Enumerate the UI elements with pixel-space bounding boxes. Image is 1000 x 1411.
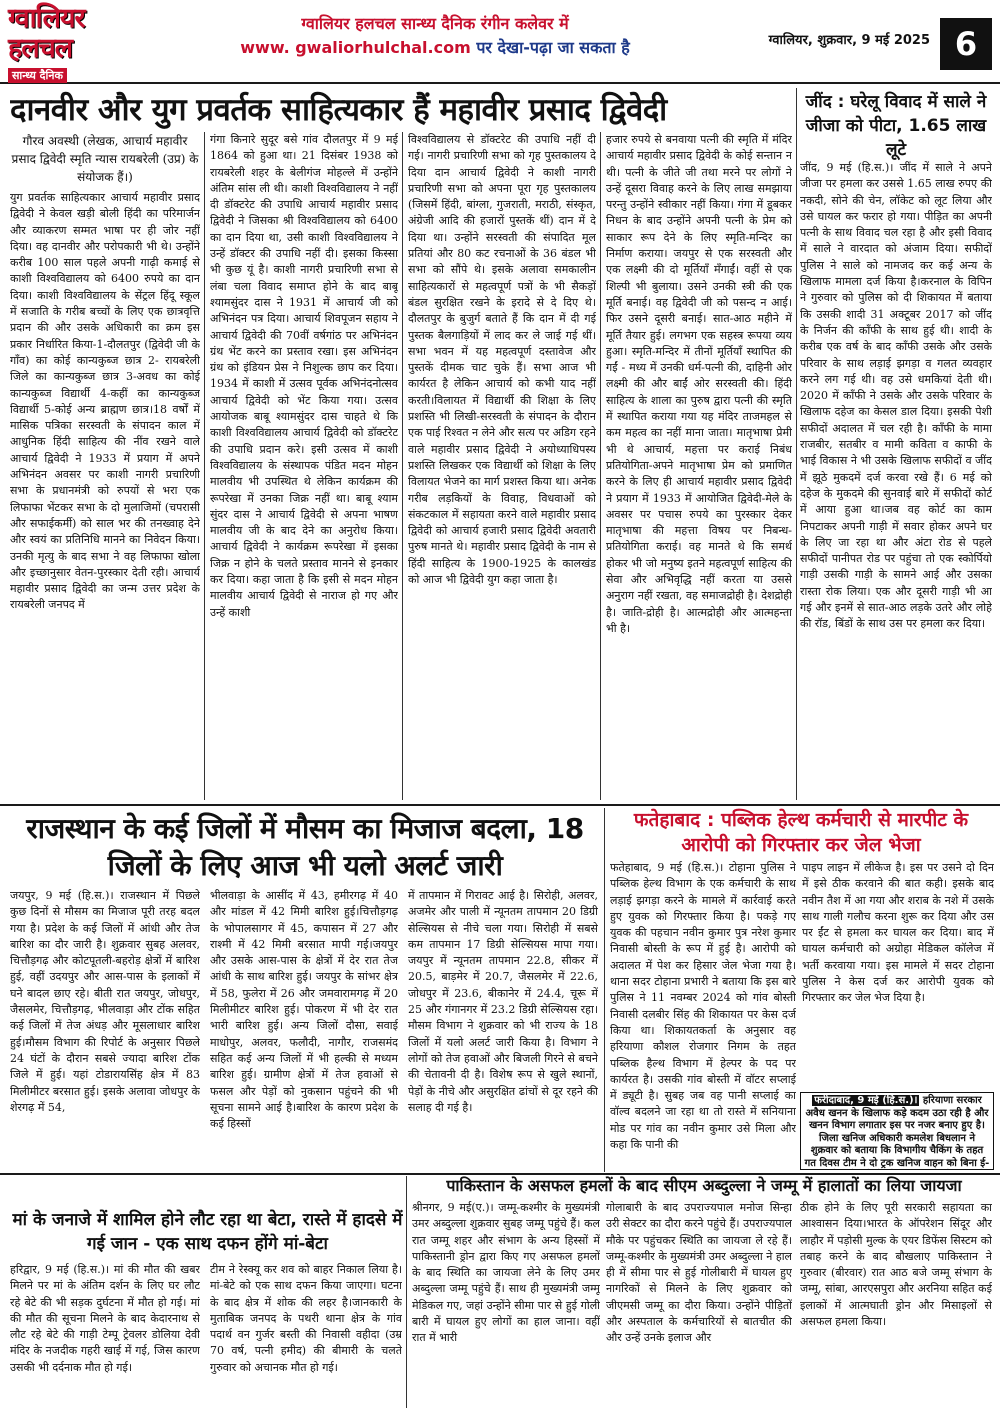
main-story-text-4: हजार रुपये से बनवाया पत्नी की स्मृति में मंदिर आचार्य महावीर प्रसाद द्विवेदी के कोई सन्तान न थी। पत्नी के जीते जी तथा मरने पर लोगों ने उन्हें दूसरा विवाह करने के लिए लाख समझाया परन्तु उन्होंने स्वीकार नहीं किया। गंगा में डूबकर निधन के बाद उन्होंने अपनी पत्नी के प्रेम को साकार रूप देने के लिए स्मृति-मन्दिर का निर्माण कराया। जयपुर से एक सरस्वती और एक लक्ष्मी की दो मूर्तियाँ मँगाईं। वहीं से एक शिल्पी भी बुलाया। उसने उनकी स्त्री की एक मूर्ति बनाई। वह द्विवेदी जी को पसन्द न आई। फिर उसने दूसरी बनाई। सात-आठ महीने में मूर्ति तैयार हुई। लगभग एक सहस्त्र रूपया व्यय हुआ। स्मृति-मन्दिर में तीनों मूर्तियाँ स्थापित की गईं - मध्य में उनकी धर्म-पत्नी की, दाहिनी ओर लक्ष्मी की और बाईं ओर सरस्वती की। हिंदी साहित्य के शाला का पुरुष द्वारा पत्नी की स्मृति में स्थापित कराया गया यह मंदिर ताजमहल से कम महत्व का नहीं माना जाता। मातृभाषा प्रेमी भी थे आचार्य, महत्ता पर कराई निबंध प्रतियोगिता-अपने मातृभाषा प्रेम को प्रमाणित करने के लिए ही आचार्य महावीर प्रसाद द्विवेदी ने प्रयाग में 1933 में आयोजित द्विवेदी-मेले के अवसर पर पचास रुपये का पुरस्कार देकर मातृभाषा की महत्ता विषय पर निबन्ध-प्रतियोगिता कराई। वह मानते थे कि समर्थ होकर भी जो मनुष्य इतने महत्वपूर्ण साहित्य की सेवा और अभिवृद्धि नहीं करता या उससे अनुराग नहीं रखता, वह समाजद्रोही है। देशद्रोही है। जाति-द्रोही है। आत्मद्रोही और आत्महन्ता भी है। [606, 133, 792, 635]
section-divider [0, 1173, 1000, 1175]
logo-line-1: ग्वालियर [8, 3, 85, 34]
section-divider [0, 804, 1000, 806]
pakistan-col-1 [412, 1200, 600, 1407]
fatehabad-headline[interactable]: फतेहाबाद : पब्लिक हेल्थ कर्मचारी से मारपीट के आरोपी को गिरफ्तार कर जेल भेजा [633, 809, 969, 856]
column-divider [796, 88, 797, 800]
tagline-primary: ग्वालियर हलचल सान्ध्य दैनिक रंगीन कलेवर में [301, 14, 569, 33]
mother-story-col-2 [210, 1262, 402, 1407]
main-story-col-2 [210, 132, 398, 800]
rajasthan-text-1: जयपुर, 9 मई (हि.स.)। राजस्थान में पिछले कुछ दिनों से मौसम का मिजाज पूरी तरह बदल गया है। प्रदेश के कई जिलों में आंधी और तेज बारिश का दौर जारी है। शुक्रवार सुबह अलवर, चित्तौड़गढ़ और कोटपूतली-बहरोड़ क्षेत्रों में बारिश हुई, वहीं उदयपुर और आस-पास के इलाकों में घने बादल छाए रहे। बीती रात जयपुर, जोधपुर, जैसलमेर, चित्तौड़गढ़, भीलवाड़ा और टोंक सहित कई जिलों में तेज अंधड़ और मूसलाधार बारिश हुई।मौसम विभाग की रिपोर्ट के अनुसार पिछले 24 घंटों के दौरान सबसे ज्यादा बारिश टोंक जिले में हुई। यहां टोडारायसिंह क्षेत्र में 83 मिलीमीटर बरसात हुई। इसके अलावा जोधपुर के शेरगढ़ में 54, [10, 889, 200, 1114]
page-number: 6 [940, 18, 992, 70]
rajasthan-text-3: में तापमान में गिरावट आई है। सिरोही, अलवर, अजमेर और पाली में न्यूनतम तापमान 20 डिग्री सेल्सियस से नीचे चला गया। सिरोही में सबसे कम तापमान 17 डिग्री सेल्सियस मापा गया।जयपुर में न्यूनतम तापमान 22.8, सीकर में 20.5, बाड़मेर में 20.7, जैसलमेर में 22.6, जोधपुर में 23.6, बीकानेर में 24.4, चूरू में 25 और गंगानगर में 23.2 डिग्री सेल्सियस रहा।मौसम विभाग ने शुक्रवार को भी राज्य के 18 जिलों में यलो अलर्ट जारी किया है। विभाग ने लोगों को तेज हवाओं और बिजली गिरने से बचने की चेतावनी दी है। विशेष रूप से खुले स्थानों, पेड़ों के नीचे और असुरक्षित ढांचों से दूर रहने की सलाह दी गई है। [408, 889, 598, 1114]
faridabad-box [800, 1092, 994, 1170]
pakistan-text-2: गोलाबारी के बाद उपराज्यपाल मनोज सिन्हा उरी सेक्टर का दौरा करने पहुंचे हैं। उपराज्यपाल मौके पर पहुंचकर स्थिति का जायजा ले रहे हैं। जम्मू-कश्मीर के मुख्यमंत्री उमर अब्दुल्ला ने हाल ही में सीमा पार से हुई गोलीबारी में घायल हुए नागरिकों से मिलने के लिए शुक्रवार को जीएमसी जम्मू का दौरा किया। उन्होंने पीड़ितों और अस्पताल के कर्मचारियों से बातचीत की और उन्हें उनके इलाज और [606, 1201, 792, 1345]
byline: गौरव अवस्थी (लेखक, आचार्य महावीर प्रसाद द्विवेदी स्मृति न्यास रायबरेली (उप्र) के संयोजक हैं।) [11, 134, 199, 184]
main-story-col-3 [408, 132, 596, 800]
tagline-rest: पर देखा-पढ़ा जा सकता है [476, 38, 630, 57]
pakistan-headline[interactable]: पाकिस्तान के असफल हमलों के बाद सीएम अब्दुल्ला ने जम्मू में हालातों का लिया जायजा [446, 1176, 962, 1195]
newspaper-logo[interactable] [8, 4, 158, 82]
fatehabad-text-2: पाइप लाइन में लीकेज है। इस पर उसने दो दिन में इसे ठीक करवाने की बात कही। इसके बाद नवीन तैश में आ गया और शराब के नशे में उसके साथ गाली गलौच करना शुरू कर दिया और उस पर ईंट से हमला कर घायल कर दिया। बाद में घायल कर्मचारी को अग्रोहा मेडिकल कॉलेज में भर्ती करवाया गया। इस मामले में सदर टोहाना पुलिस ने केस दर्ज कर आरोपी युवक को गिरफ्तार कर जेल भेज दिया है। [802, 861, 994, 1005]
mother-story-text-2: टीम ने रेस्क्यू कर शव को बाहर निकाल लिया है। मां-बेटे को एक साथ दफन किया जाएगा। घटना के बाद क्षेत्र में शोक की लहर है।जानकारी के मुताबिक जनपद के पथरी थाना क्षेत्र के गांव पदार्थ वन गुर्जर बस्ती की निवासी वहीदा (उम्र 70 वर्ष, पत्नी हमीद) की बीमारी के चलते गुरुवार को अचानक मौत हो गई। [210, 1263, 402, 1374]
rajasthan-col-1 [10, 888, 200, 1170]
pakistan-text-1: श्रीनगर, 9 मई(ए.)। जम्मू-कश्मीर के मुख्यमंत्री उमर अब्दुल्ला शुक्रवार सुबह जम्मू पहुंचे हैं। कल रात जम्मू शहर और संभाग के अन्य हिस्सों में पाकिस्तानी ड्रोन द्वारा किए गए असफल हमलों के बाद स्थिति का जायजा लेने के लिए उमर अब्दुल्ला जम्मू पहुंचे हैं। साथ ही मुख्यमंत्री जम्मू मेडिकल गए, जहां उन्होंने सीमा पार से हुई गोली बारी में घायल हुए लोगों का हाल जाना। वहीं रात में भारी [412, 1201, 600, 1345]
jind-story-body [800, 160, 992, 800]
mother-son-headline[interactable]: मां के जनाजे में शामिल होने लौट रहा था बेटा, रास्ते में हादसे में गई जान - एक साथ दफन होंगे मां-बेटा [12, 1210, 403, 1254]
dateline: ग्वालियर, शुक्रवार, 9 मई 2025 [768, 33, 930, 48]
fatehabad-col-2 [802, 860, 994, 1088]
mother-story-col-1 [10, 1262, 200, 1407]
main-story-col-1 [10, 132, 200, 800]
main-story-text-1: युग प्रवर्तक साहित्यकार आचार्य महावीर प्रसाद द्विवेदी ने केवल खड़ी बोली हिंदी का परिमार्जन और व्याकरण सम्मत भाषा पर ही जोर नहीं दिया। वह दानवीर और परोपकारी भी थे। उन्होंने करीब 100 साल पहले अपनी गाढ़ी कमाई से काशी विश्वविद्यालय को 6400 रुपये का दान दिया। काशी विश्वविद्यालय के सेंट्रल हिंदू स्कूल में सजाति के गरीब बच्चों के लिए एक छात्रवृत्ति प्रदान की और उसके अधिकारी का क्रम इस प्रकार निर्धारित किया-1-दौलतपुर (द्विवेदी जी के गाँव) का कोई कान्यकुब्ज छात्र 2- रायबरेली जिले का कान्यकुब्ज छात्र 3-अवध का कोई कान्यकुब्ज विद्यार्थी 4-कहीं का कान्यकुब्ज विद्यार्थी 5-कोई अन्य ब्राह्मण छात्र।18 वर्षों में मासिक पत्रिका सरस्वती के संपादन काल में आधुनिक हिंदी साहित्य की नींव रखने वाले आचार्य द्विवेदी ने 1933 में प्रयाग में अपने अभिनंदन अवसर पर काशी नागरी प्रचारिणी सभा के प्रधानमंत्री को रुपयों से भरा एक लिफाफा भेंटकर सभा के दो मुलाजिमों (चपरासी और सफाईकर्मी) को साल भर की तनख्वाह देने और स्वयं का प्रतिनिधि मानने का निवेदन किया। उनकी मृत्यु के बाद सभा ने वह लिफाफा खोला और इच्छानुसार वेतन-पुरस्कार देती रही। आचार्य महावीर प्रसाद द्विवेदी का जन्म उत्तर प्रदेश के रायबरेली जनपद में [10, 191, 200, 612]
column-divider [604, 808, 605, 1172]
rajasthan-col-2 [210, 888, 398, 1170]
main-story-text-2: गंगा किनारे सुदूर बसे गांव दौलतपुर में 9 मई 1864 को हुआ था। 21 दिसंबर 1938 को रायबरेली शहर के बेलीगंज मोहल्ले में उन्होंने अंतिम सांस ली थी। काशी विश्वविद्यालय ने नहीं दी डॉक्टरेट की उपाधि आचार्य महावीर प्रसाद द्विवेदी ने जिसका श्री विश्वविद्यालय को 6400 का दान दिया था, उसी काशी विश्वविद्यालय ने उन्हें डॉक्टर की उपाधि नहीं दी। इसका किस्सा भी कुछ यूं है। काशी नागरी प्रचारिणी सभा से लंबा चला विवाद समाप्त होने के बाद बाबू श्यामसुंदर दास ने 1931 में आचार्य जी को अभिनंदन पत्र दिया। आचार्य शिवपूजन सहाय ने आचार्य द्विवेदी की 70वीं वर्षगांठ पर अभिनंदन ग्रंथ भेंट करने का प्रस्ताव रखा। इस अभिनंदन ग्रंथ को इंडियन प्रेस ने निशुल्क छाप कर दिया। 1934 में काशी में उत्सव पूर्वक अभिनंदनोत्सव आचार्य द्विवेदी को भेंट किया गया। उत्सव आयोजक बाबू श्यामसुंदर दास चाहते थे कि काशी विश्वविद्यालय आचार्य द्विवेदी को डॉक्टरेट की उपाधि प्रदान करे। इसी उत्सव में काशी विश्वविद्यालय के संस्थापक पंडित मदन मोहन मालवीय भी उपस्थित थे लेकिन कार्यक्रम की रूपरेखा में उनका जिक्र नहीं था। बाबू श्याम सुंदर दास ने आचार्य द्विवेदी से अपना भाषण मालवीय जी के बाद देने का अनुरोध किया। आचार्य द्विवेदी ने कार्यक्रम रूपरेखा में इसका जिक्र न होने के चलते प्रस्ताव मानने से इनकार कर दिया। कहा जाता है कि इसी से मदन मोहन मालवीय आचार्य द्विवेदी से नाराज हो गए और उन्हें काशी [210, 133, 398, 619]
main-story-text-3: विश्वविद्यालय से डॉक्टरेट की उपाधि नहीं दी गई। नागरी प्रचारिणी सभा को गृह पुस्तकालय दे दिया दान आचार्य द्विवेदी ने काशी नागरी प्रचारिणी सभा को अपना पूरा गृह पुस्तकालय (जिसमें हिंदी, बांग्ला, गुजराती, मराठी, संस्कृत, अंग्रेजी आदि की हजारों पुस्तकें थीं) दान में दे दिया था। उन्होंने सरस्वती की संपादित मूल प्रतियां और 80 कट रचनाओं के 36 बंडल भी सभा को सौंपे थे। इसके अलावा समकालीन साहित्यकारों से महत्वपूर्ण पत्रों के भी सैकड़ों बंडल सुरक्षित रखने के इरादे से दे दिए थे। दौलतपुर के बुजुर्ग बताते हैं कि दान में दी गई पुस्तक बैलगाड़ियों में लाद कर ले जाई गई थीं। सभा भवन में यह महत्वपूर्ण दस्तावेज और पुस्तकें दीमक चाट चुके हैं। सभा आज भी कार्यरत है लेकिन आचार्य को कभी याद नहीं करती।विलायत में विद्यार्थी की शिक्षा के लिए प्रशस्ति भी लिखी-सरस्वती के संपादन के दौरान एक पाई रिश्वत न लेने और सत्य पर अडिग रहने वाले महावीर प्रसाद द्विवेदी ने अयोध्याधिपस्य प्रशस्ति लिखकर एक विद्यार्थी को शिक्षा के लिए विलायत भेजने का मार्ग प्रशस्त किया था। अनेक गरीब लड़कियों के विवाह, विधवाओं को संकटकाल में सहायता करने वाले महावीर प्रसाद द्विवेदी को आचार्य हजारी प्रसाद द्विवेदी अवतारी पुरुष मानते थे। महावीर प्रसाद द्विवेदी के नाम से हिंदी साहित्य के 1900-1925 के कालखंड को आज भी द्विवेदी युग कहा जाता है। [408, 133, 596, 587]
main-headline[interactable]: दानवीर और युग प्रवर्तक साहित्यकार हैं महावीर प्रसाद द्विवेदी [10, 92, 667, 128]
mother-story-text-1: हरिद्वार, 9 मई (हि.स.)। मां की मौत की खबर मिलने पर मां के अंतिम दर्शन के लिए घर लौट रहे बेटे की भी सड़क दुर्घटना में मौत हो गई। मां की मौत की सूचना मिलने के बाद केदारनाथ से लौट रहे बेटे की गाड़ी टेम्पू ट्रेवलर डोलिया देवी मंदिर के नजदीक गहरी खाई में गई, जिस कारण उसकी भी दर्दनाक मौत हो गई। [10, 1263, 200, 1374]
pakistan-col-3 [800, 1200, 992, 1407]
website-link[interactable]: www. gwaliorhulchal.com [240, 38, 471, 57]
column-divider [402, 132, 403, 800]
pakistan-text-3: ठीक होने के लिए पूरी सरकारी सहायता का आश्वासन दिया।भारत के ऑपरेशन सिंदूर और लाहौर में पड़ोसी मुल्क के एयर डिफेंस सिस्टम को तबाह करने के बाद बौखलाए पाकिस्तान ने गुरुवार (बीरवार) रात आठ बजे जम्मू संभाग के जम्मू, सांबा, आरएसपुरा और अरनिया सहित कई इलाकों में आत्मघाती ड्रोन और मिसाइलों से असफल हमला किया। [800, 1201, 992, 1329]
fatehabad-col-1 [610, 860, 796, 1172]
logo-subtitle: सान्ध्य दैनिक [8, 68, 67, 83]
pakistan-col-2 [606, 1200, 792, 1407]
jind-story-text: जींद, 9 मई (हि.स.)। जींद में साले ने अपने जीजा पर हमला कर उससे 1.65 लाख रुपए की नकदी, सोने की चेन, लॉकेट को लूट लिया और उसे घायल कर फरार हो गया। पीड़ित का अपनी पत्नी के साथ विवाद चल रहा है और इसी विवाद में साले ने वारदात को अंजाम दिया। सफीदों पुलिस ने साले को नामजद कर कई अन्य के खिलाफ मामला दर्ज किया है।करनाल के विपिन ने गुरुवार को पुलिस को दी शिकायत में बताया कि उसकी शादी 31 अक्टूबर 2017 को जींद के निर्जन की काँफी के साथ हुई थी। शादी के करीब एक वर्ष के बाद काँफी उसके और उसके परिवार के साथ लड़ाई झगड़ा व गलत व्यवहार करने लग गई थी। वह उसे धमकियां देती थी। 2020 में काँफी ने उसके और उसके परिवार के खिलाफ दहेज का केसल डाल दिया। इसकी पेशी सफीदों अदालत में चल रही है। काँफी के मामा राजबीर, सतबीर व मामी कविता व काफी के भाई विकास ने भी उसके खिलाफ सफीदों व जींद में झूठे मुकदमें दर्ज करवा रखे हैं। 6 मई को दहेज के मुकदमे की सुनवाई बारे में सफीदों कोर्ट में आया हुआ था।जब वह कोर्ट का काम निपटाकर अपनी गाड़ी में सवार होकर अपने घर के लिए जा रहा था और अंटा रोड से पहले सफीदों पानीपत रोड पर पहुंचा तो एक स्कोर्पियो गाड़ी उसकी गाड़ी के सामने आई और उसका रास्ता रोक लिया। एक और दूसरी गाड़ी भी आ गई और इनमें से सात-आठ लड़के उतरे और लोहे की रॉड, बिंडों के साथ उस पर हमला कर दिया। [800, 161, 992, 631]
logo-line-2: हलचल [8, 33, 73, 64]
fatehabad-text-1: फतेहाबाद, 9 मई (हि.स.)। टोहाना पुलिस ने पब्लिक हेल्थ विभाग के एक कर्मचारी के साथ लड़ाई झगड़ा करने के मामले में कार्रवाई करते हुए युवक को गिरफ्तार किया है। पकड़े गए युवक की पहचान नवीन कुमार पुत्र नरेश कुमार निवासी बोस्ती के रूप में हुई है। आरोपी को अदालत में पेश कर हिसार जेल भेजा गया है। थाना सदर टोहाना प्रभारी ने बताया कि इस बारे पुलिस ने 11 नवम्बर 2024 को गांव बोस्ती निवासी दलबीर सिंह की शिकायत पर केस दर्ज किया था। शिकायतकर्ता के अनुसार वह हरियाणा कौशल रोजगार निगम के तहत पब्लिक हैल्थ विभाग में हेल्पर के पद पर कार्यरत है। उसकी गांव बोस्ती में वॉटर सप्लाई में ड्यूटी है। सुबह जब वह पानी सप्लाई का वॉल्व बदलने जा रहा था तो रास्ते में सनियाना मोड पर गांव का नवीन कुमार उसे मिला और कहा कि पानी की [610, 861, 796, 1152]
rajasthan-headline[interactable]: राजस्थान के कई जिलों में मौसम का मिजाज बदला, 18 जिलों के लिए आज भी यलो अलर्ट जारी [26, 812, 584, 882]
column-divider [406, 1176, 407, 1408]
main-story-col-4 [606, 132, 792, 800]
rajasthan-col-3 [408, 888, 598, 1170]
tagline-secondary [165, 36, 705, 58]
faridabad-text: हरियाणा सरकार अवैध खनन के खिलाफ कड़े कदम उठा रही है और खनन विभाग लगातार इस पर नजर बनाए हुए है। जिला खनिज अधिकारी कमलेश बिधलान ने शुक्रवार को बताया कि विभागीय चैकिंग के तहत गत दिवस टीम ने दो ट्रक खनिज वाहन को बिना ई- [804, 1095, 990, 1169]
masthead [0, 0, 1000, 84]
column-divider [600, 132, 601, 800]
column-divider [204, 132, 205, 800]
jind-headline[interactable]: जींद : घरेलू विवाद में साले ने जीजा को पीटा, 1.65 लाख लूटे [805, 92, 987, 160]
faridabad-dateline: फरीदाबाद, 9 मई (हि.स.)। [814, 1095, 918, 1106]
rajasthan-text-2: भीलवाड़ा के आसींद में 43, हमीरगढ़ में 40 और मांडल में 42 मिमी बारिश हुई।चित्तौड़गढ़ के भोपालसागर में 45, कपासन में 27 और राश्मी में 42 मिमी बरसात मापी गई।जयपुर और उसके आस-पास के क्षेत्रों में देर रात तेज आंधी के साथ बारिश हुई। जयपुर के सांभर क्षेत्र में 58, फुलेरा में 26 और जमवारामगढ़ में 20 मिलीमीटर बारिश हुई। पोकरण में भी देर रात भारी बारिश हुई। अन्य जिलों दौसा, सवाई माधोपुर, अलवर, फलौदी, नागौर, राजसमंद सहित कई अन्य जिलों में भी हल्की से मध्यम बारिश हुई। ग्रामीण क्षेत्रों में तेज हवाओं से फसल और पेड़ों को नुकसान पहुंचने की भी सूचना सामने आई है।बारिश के कारण प्रदेश के कई हिस्सों [210, 889, 398, 1131]
